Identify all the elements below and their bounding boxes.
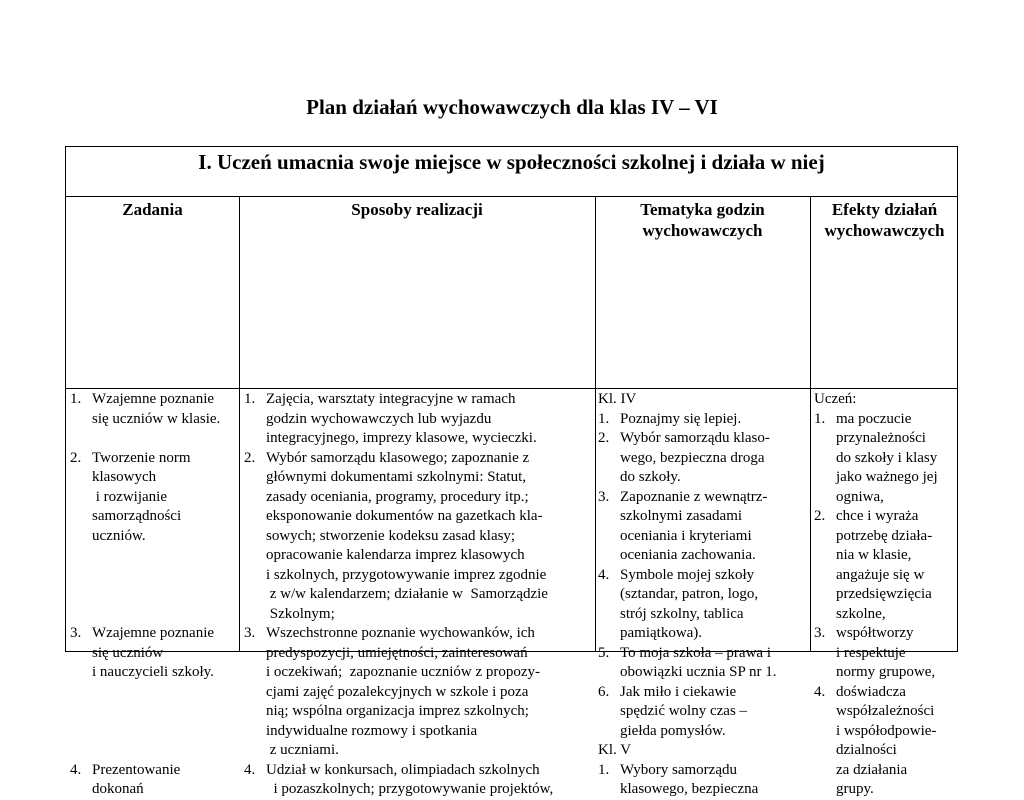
efekty-line: [814, 546, 958, 566]
zadania-line-text: Wzajemne poznanie: [92, 625, 215, 641]
tematyka-line: [598, 507, 808, 527]
sposoby-line-text: zasady oceniania, programy, procedury itp.;: [266, 488, 529, 505]
sposoby-line-text: Udział w konkursach, olimpiadach szkolnych: [266, 761, 540, 778]
tematyka-line-text: Wybory samorządu: [620, 761, 737, 778]
tematyka-line: [598, 390, 808, 410]
column-divider: [595, 197, 596, 651]
tematyka-line: [598, 761, 808, 781]
sposoby-line: [244, 741, 592, 761]
plan-table: [65, 146, 958, 797]
sposoby-line-text: Wszechstronne poznanie wychowanków, ich: [266, 625, 535, 641]
zadania-line: [70, 546, 236, 566]
tematyka-line-text: do szkoły.: [620, 469, 681, 485]
efekty-line-text: za działania: [836, 761, 908, 778]
tematyka-line: [598, 780, 808, 800]
column-divider: [810, 197, 811, 651]
tematyka-line-text: obowiązki ucznia SP nr 1.: [620, 664, 777, 680]
sposoby-line: [244, 488, 592, 508]
tematyka-line: [598, 468, 808, 488]
sposoby-line-text: i szkolnych, przygotowywanie imprez zgodnie: [266, 566, 547, 583]
zadania-line-text: i nauczycieli szkoły.: [92, 664, 214, 680]
sposoby-line-text: indywidualne rozmowy i spotkania: [266, 722, 478, 739]
efekty-line: [814, 722, 958, 742]
sposoby-line-text: głównymi dokumentami szkolnymi: Statut,: [266, 469, 526, 485]
efekty-line-text: do szkoły i klasy: [836, 449, 938, 466]
zadania-line: [70, 507, 236, 527]
tematyka-line-text: wego, bezpieczna droga: [620, 449, 765, 466]
efekty-line: [814, 702, 958, 722]
sposoby-line-text: Szkolnym;: [266, 605, 335, 622]
sposoby-item-number: 4.: [244, 761, 256, 778]
sposoby-line-text: cjami zajęć pozalekcyjnych w szkole i poza: [266, 683, 529, 700]
sposoby-line: [244, 722, 592, 742]
zadania-line-text: samorządności: [92, 508, 182, 524]
efekty-line-text: potrzebę działa-: [836, 527, 933, 544]
efekty-line: [814, 468, 958, 488]
zadania-line-text: Tworzenie norm: [92, 449, 191, 466]
efekty-line: [814, 761, 958, 781]
tematyka-line-text: oceniania i kryteriami: [620, 527, 752, 544]
efekty-line-text: dzialności: [836, 742, 897, 758]
sposoby-item-number: 1.: [244, 391, 256, 407]
sposoby-line-text: z uczniami.: [266, 742, 339, 758]
sposoby-line: [244, 605, 592, 625]
tematyka-item-number: 2.: [598, 430, 610, 446]
efekty-line: [814, 488, 958, 508]
zadania-line: [70, 663, 236, 683]
tematyka-line-text: Symbole mojej szkoły: [620, 566, 755, 583]
zadania-line-text: uczniów.: [92, 527, 146, 544]
zadania-line: [70, 488, 236, 508]
efekty-line-text: ogniwa,: [836, 488, 884, 505]
sposoby-line-text: i oczekiwań; zapoznanie uczniów z propozy-: [266, 664, 541, 680]
zadania-line-text: się uczniów w klasie.: [92, 410, 221, 427]
zadania-item-number: 3.: [70, 625, 82, 641]
sposoby-line: [244, 410, 592, 430]
sposoby-line-text: eksponowanie dokumentów na gazetkach kla-: [266, 508, 543, 524]
sposoby-line: [244, 624, 592, 644]
tematyka-line: [598, 527, 808, 547]
tematyka-line: [598, 546, 808, 566]
efekty-line: [814, 605, 958, 625]
sposoby-line: [244, 527, 592, 547]
header-zadania: Zadania: [122, 200, 183, 219]
sposoby-line: [244, 566, 592, 586]
tematyka-column: [598, 390, 808, 800]
efekty-line: [814, 741, 958, 761]
tematyka-line: [598, 605, 808, 625]
tematyka-line: [598, 429, 808, 449]
zadania-line: [70, 780, 236, 800]
zadania-line: [70, 429, 236, 449]
header-divider: [66, 388, 957, 389]
efekty-line: [814, 566, 958, 586]
efekty-line: [814, 644, 958, 664]
efekty-line: [814, 683, 958, 703]
tematyka-line-text: Poznajmy się lepiej.: [620, 410, 742, 427]
header-tematyka: Tematyka godzin wychowawczych: [640, 200, 765, 240]
zadania-line: [70, 702, 236, 722]
sposoby-line: [244, 761, 592, 781]
sposoby-line-text: Zajęcia, warsztaty integracyjne w ramach: [266, 391, 516, 407]
tematyka-line: [598, 449, 808, 469]
zadania-line-text: i rozwijanie: [92, 488, 167, 505]
tematyka-line-text: Kl. V: [598, 742, 632, 758]
document-title: Plan działań wychowawczych dla klas IV – VI: [306, 95, 718, 119]
tematyka-line-text: Wybór samorządu klaso-: [620, 430, 770, 446]
tematyka-line: [598, 410, 808, 430]
efekty-line: [814, 780, 958, 800]
sposoby-line: [244, 507, 592, 527]
zadania-line: [70, 390, 236, 410]
efekty-line-text: angażuje się w: [836, 566, 925, 583]
sposoby-line-text: i pozaszkolnych; przygotowywanie projektów,: [266, 781, 554, 797]
tematyka-line-text: giełda pomysłów.: [620, 722, 726, 739]
zadania-line: [70, 410, 236, 430]
tematyka-line: [598, 702, 808, 722]
zadania-line: [70, 683, 236, 703]
sposoby-line-text: opracowanie kalendarza imprez klasowych: [266, 547, 525, 563]
tematyka-item-number: 3.: [598, 488, 610, 505]
zadania-item-number: 4.: [70, 761, 82, 778]
efekty-line-text: ma poczucie: [836, 410, 912, 427]
sposoby-item-number: 3.: [244, 625, 256, 641]
efekty-line-text: jako ważnego jej: [836, 469, 938, 485]
zadania-line: [70, 527, 236, 547]
tematyka-line-text: To moja szkoła – prawa i: [620, 644, 771, 661]
efekty-item-number: 3.: [814, 625, 826, 641]
tematyka-line-text: szkolnymi zasadami: [620, 508, 743, 524]
efekty-item-number: 1.: [814, 410, 826, 427]
section-title: I. Uczeń umacnia swoje miejsce w społeczności szkolnej i działa w niej: [66, 147, 957, 197]
zadania-column: [70, 390, 236, 800]
sposoby-column: [244, 390, 592, 800]
sposoby-line: [244, 468, 592, 488]
efekty-line: [814, 410, 958, 430]
efekty-line-text: przedsięwzięcia: [836, 586, 932, 602]
sposoby-line: [244, 449, 592, 469]
tematyka-line-text: Zapoznanie z wewnątrz-: [620, 488, 768, 505]
zadania-line: [70, 722, 236, 742]
sposoby-line: [244, 644, 592, 664]
efekty-item-number: 2.: [814, 508, 826, 524]
tematyka-line-text: strój szkolny, tablica: [620, 605, 744, 622]
sposoby-line: [244, 546, 592, 566]
zadania-line-text: Wzajemne poznanie: [92, 391, 215, 407]
tematyka-line-text: klasowego, bezpieczna: [620, 781, 759, 797]
zadania-line-text: Prezentowanie: [92, 761, 181, 778]
efekty-line-text: chce i wyraża: [836, 508, 919, 524]
tematyka-line-text: oceniania zachowania.: [620, 547, 756, 563]
efekty-line: [814, 507, 958, 527]
sposoby-line: [244, 780, 592, 800]
sposoby-line: [244, 683, 592, 703]
tematyka-line-text: (sztandar, patron, logo,: [620, 586, 759, 602]
zadania-line: [70, 741, 236, 761]
zadania-item-number: 2.: [70, 449, 82, 466]
efekty-line-text: przynależności: [836, 430, 926, 446]
tematyka-item-number: 6.: [598, 683, 610, 700]
zadania-line: [70, 449, 236, 469]
tematyka-item-number: 4.: [598, 566, 610, 583]
zadania-line: [70, 624, 236, 644]
sposoby-line-text: nią; wspólna organizacja imprez szkolnych;: [266, 703, 529, 719]
efekty-line-text: Uczeń:: [814, 391, 857, 407]
efekty-line: [814, 429, 958, 449]
tematyka-line-text: Kl. IV: [598, 391, 637, 407]
efekty-line-text: i współodpowie-: [836, 722, 937, 739]
sposoby-line-text: predyspozycji, umiejętności, zainteresowań: [266, 644, 528, 661]
efekty-item-number: 4.: [814, 683, 826, 700]
sposoby-line-text: godzin wychowawczych lub wyjazdu: [266, 410, 492, 427]
tematyka-item-number: 1.: [598, 761, 610, 778]
zadania-line: [70, 605, 236, 625]
zadania-line: [70, 468, 236, 488]
tematyka-line: [598, 741, 808, 761]
sposoby-line: [244, 663, 592, 683]
tematyka-line: [598, 488, 808, 508]
efekty-line-text: i respektuje: [836, 644, 906, 661]
sposoby-line-text: sowych; stworzenie kodeksu zasad klasy;: [266, 527, 516, 544]
efekty-line: [814, 624, 958, 644]
tematyka-line-text: Jak miło i ciekawie: [620, 683, 737, 700]
sposoby-line: [244, 585, 592, 605]
tematyka-line: [598, 624, 808, 644]
sposoby-line: [244, 390, 592, 410]
zadania-line: [70, 566, 236, 586]
efekty-line-text: grupy.: [836, 781, 874, 797]
sposoby-line: [244, 429, 592, 449]
efekty-line-text: nia w klasie,: [836, 547, 912, 563]
zadania-line: [70, 644, 236, 664]
efekty-line: [814, 585, 958, 605]
tematyka-line: [598, 566, 808, 586]
zadania-line-text: dokonań: [92, 781, 144, 797]
sposoby-item-number: 2.: [244, 449, 256, 466]
efekty-line: [814, 527, 958, 547]
tematyka-item-number: 5.: [598, 644, 610, 661]
sposoby-line-text: integracyjnego, imprezy klasowe, wycieczki.: [266, 430, 537, 446]
efekty-line-text: szkolne,: [836, 605, 886, 622]
column-divider: [239, 197, 240, 651]
zadania-line-text: klasowych: [92, 469, 157, 485]
efekty-line: [814, 663, 958, 683]
efekty-line-text: doświadcza: [836, 683, 906, 700]
tematyka-line-text: spędzić wolny czas –: [620, 703, 748, 719]
efekty-column: [814, 390, 958, 800]
tematyka-line: [598, 644, 808, 664]
sposoby-line-text: Wybór samorządu klasowego; zapoznanie z: [266, 449, 530, 466]
sposoby-line: [244, 702, 592, 722]
zadania-item-number: 1.: [70, 391, 82, 407]
efekty-line-text: współtworzy: [836, 625, 914, 641]
tematyka-line: [598, 663, 808, 683]
efekty-line: [814, 390, 958, 410]
tematyka-line-text: pamiątkowa).: [620, 625, 703, 641]
header-sposoby: Sposoby realizacji: [351, 200, 483, 219]
header-efekty: Efekty działań wychowawczych: [824, 200, 945, 240]
efekty-line-text: współzależności: [836, 703, 935, 719]
tematyka-line: [598, 585, 808, 605]
sposoby-line-text: z w/w kalendarzem; działanie w Samorządzie: [266, 586, 548, 602]
efekty-line-text: normy grupowe,: [836, 664, 936, 680]
tematyka-line: [598, 722, 808, 742]
zadania-line: [70, 761, 236, 781]
tematyka-line: [598, 683, 808, 703]
efekty-line: [814, 449, 958, 469]
zadania-line: [70, 585, 236, 605]
zadania-line-text: się uczniów: [92, 644, 164, 661]
tematyka-item-number: 1.: [598, 410, 610, 427]
